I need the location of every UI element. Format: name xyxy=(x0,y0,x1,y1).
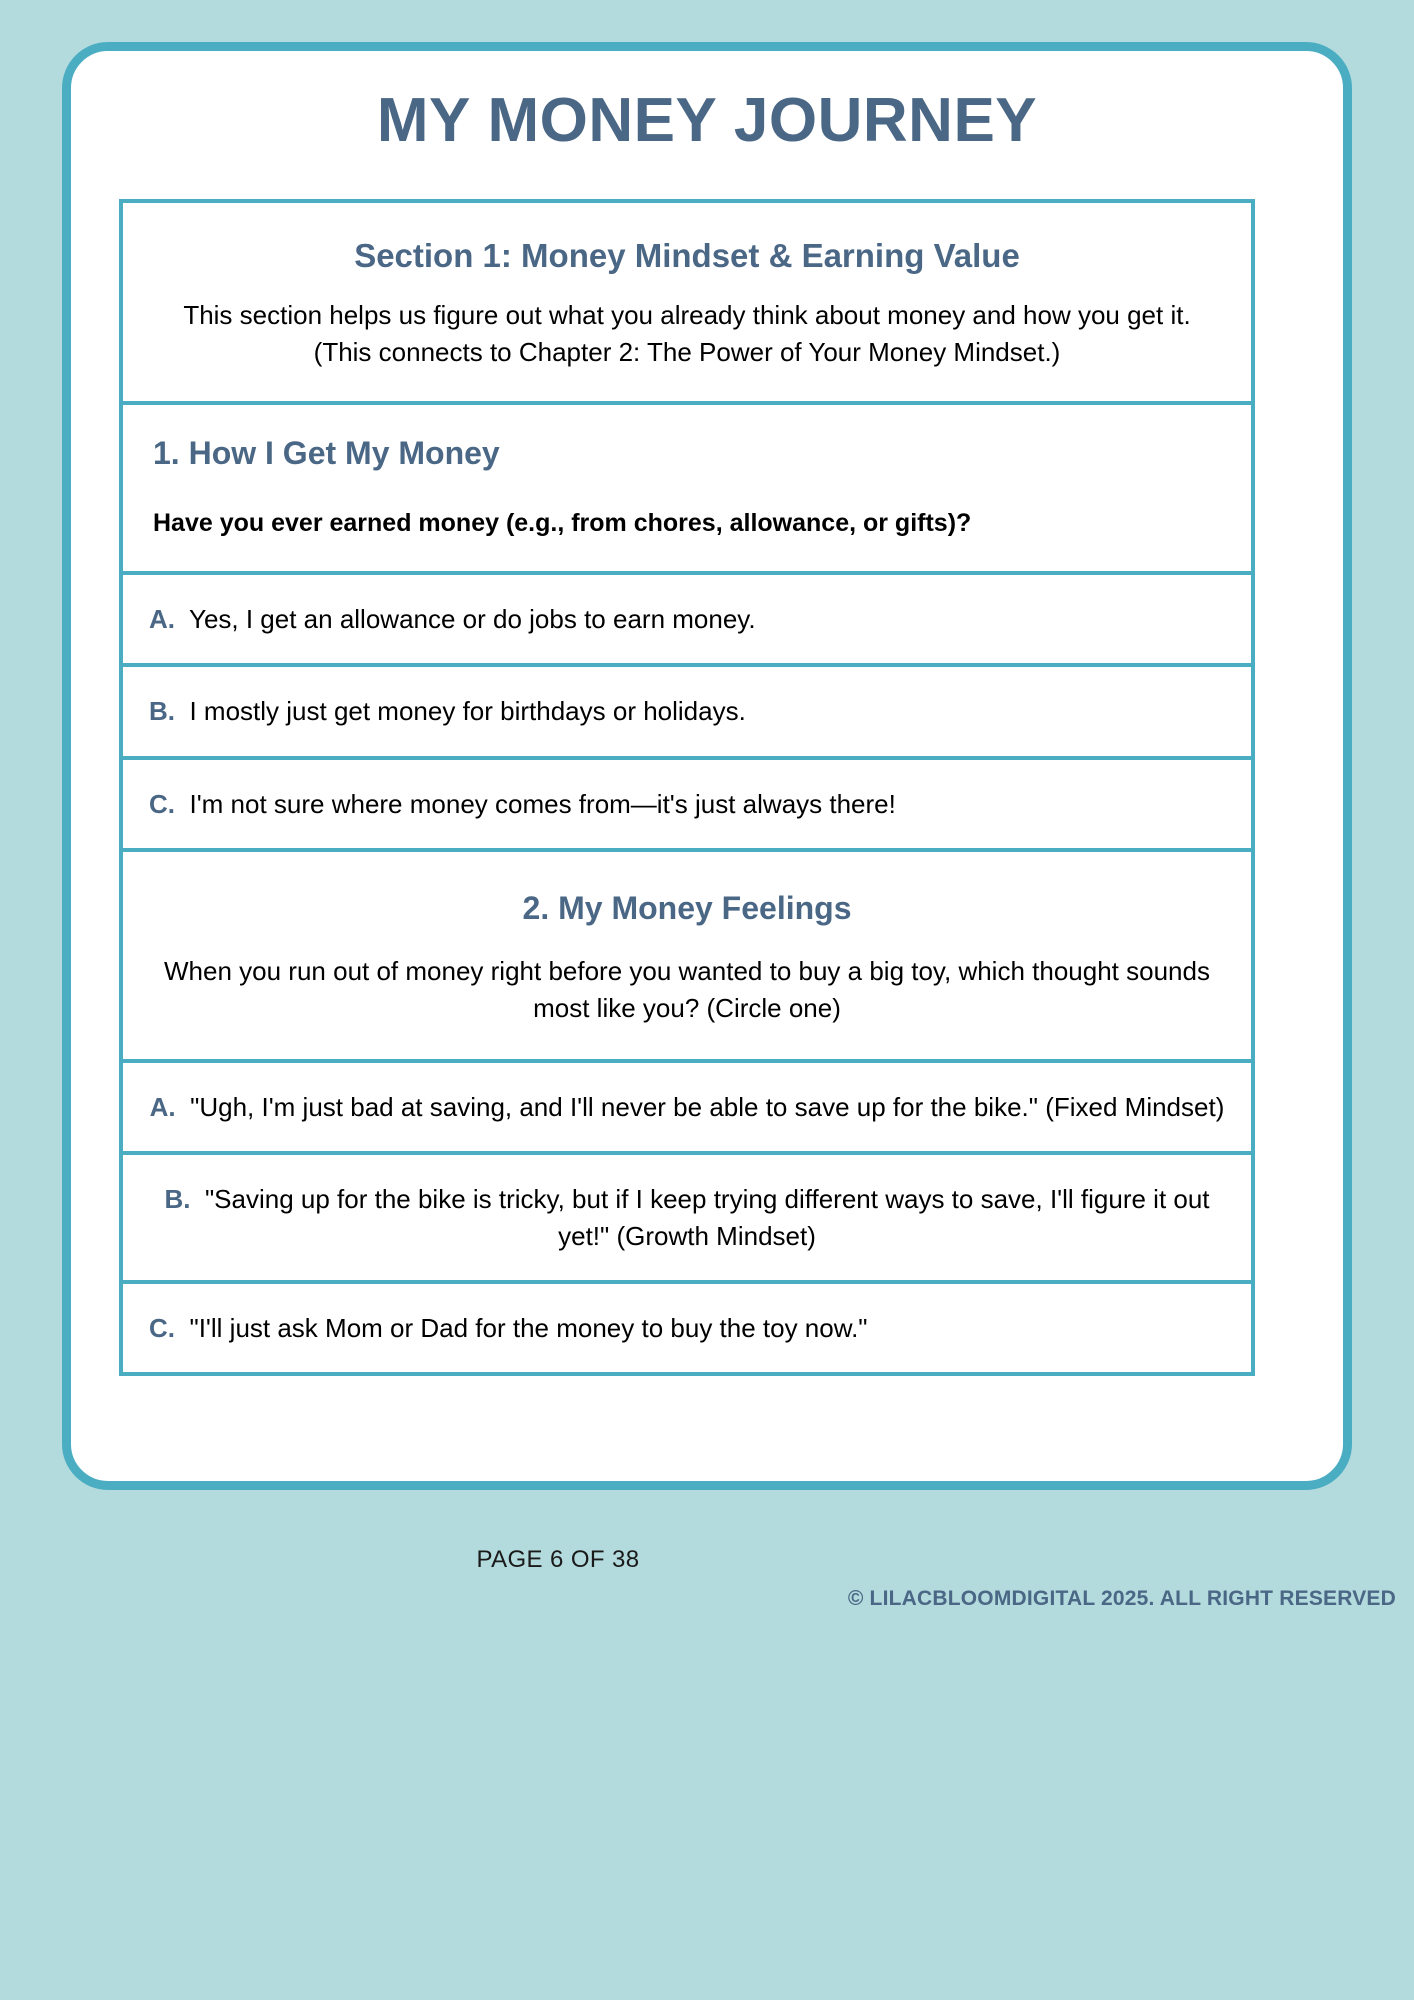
option-text: Yes, I get an allowance or do jobs to earn money. xyxy=(189,603,756,634)
option-letter: B. xyxy=(149,696,183,727)
worksheet-card xyxy=(62,42,1352,1490)
option-1b[interactable] xyxy=(123,667,1251,759)
copyright-notice: © LILACBLOOMDIGITAL 2025. ALL RIGHT RESERVED xyxy=(847,1587,1396,1610)
question-1-prompt: Have you ever earned money (e.g., from chores, allowance, or gifts)? xyxy=(153,508,972,537)
option-text: I mostly just get money for birthdays or holidays. xyxy=(189,696,746,727)
option-2b[interactable] xyxy=(123,1155,1251,1284)
option-letter: A. xyxy=(149,1091,183,1122)
option-letter: C. xyxy=(149,1312,183,1343)
option-text: "Ugh, I'm just bad at saving, and I'll never be able to save up for the bike." (Fixed Mindset) xyxy=(190,1091,1225,1122)
option-text: I'm not sure where money comes from—it's just always there! xyxy=(189,788,896,819)
page-title: MY MONEY JOURNEY xyxy=(376,86,1038,155)
question-2-heading: 2. My Money Feelings xyxy=(522,889,852,926)
question-2-block xyxy=(123,852,1251,1063)
option-2a[interactable] xyxy=(123,1063,1251,1155)
question-1-heading: 1. How I Get My Money xyxy=(153,434,500,471)
option-1c[interactable] xyxy=(123,760,1251,852)
page-footer xyxy=(0,1529,1414,2000)
section-description: This section helps us figure out what you already think about money and how you get it. (This connects to Chapter 2: The Power of Your Money Mindset.) xyxy=(183,300,1191,367)
option-text: "I'll just ask Mom or Dad for the money to buy the toy now." xyxy=(189,1312,868,1343)
option-letter: B. xyxy=(164,1184,198,1215)
question-2-prompt: When you run out of money right before you wanted to buy a big toy, which thought sounds most like you? (Circle one) xyxy=(164,955,1210,1023)
option-letter: A. xyxy=(149,603,183,634)
option-letter: C. xyxy=(149,788,183,819)
option-1a[interactable] xyxy=(123,575,1251,667)
option-text: "Saving up for the bike is tricky, but if I keep trying different ways to save, I'll figure it out yet!" (Growth Mindset) xyxy=(204,1184,1210,1251)
section-intro-block xyxy=(123,203,1251,405)
content-frame xyxy=(119,199,1255,1376)
option-2c[interactable] xyxy=(123,1284,1251,1372)
question-1-block xyxy=(123,405,1251,575)
section-heading: Section 1: Money Mindset & Earning Value xyxy=(354,237,1020,274)
page-number: PAGE 6 OF 38 xyxy=(476,1546,640,1573)
